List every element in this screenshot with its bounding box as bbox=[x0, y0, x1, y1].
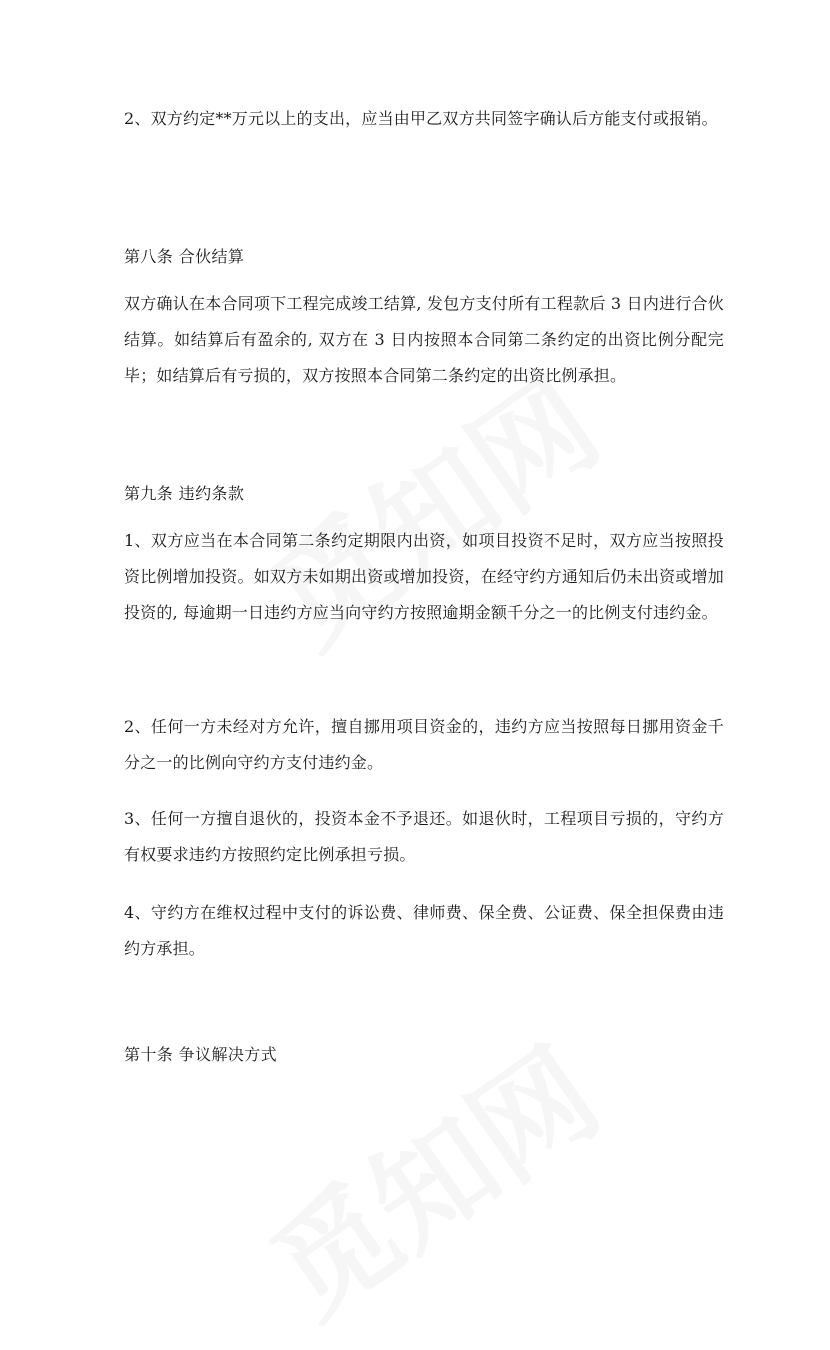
paragraph-settlement: 双方确认在本合同项下工程完成竣工结算, 发包方支付所有工程款后 3 日内进行合伙结算。如结算后有盈余的, 双方在 3 日内按照本合同第二条约定的出资比例分配完毕；如结算后有亏损的，双方按照本合同第二条约定的出资比例承担。 bbox=[124, 294, 724, 385]
watermark-2 bbox=[233, 1002, 627, 1349]
heading-article-8: 第八条 合伙结算 bbox=[124, 247, 245, 266]
heading-article-9: 第九条 违约条款 bbox=[124, 484, 245, 503]
paragraph-expense-approval: 2、双方约定**万元以上的支出，应当由甲乙双方共同签字确认后方能支付或报销。 bbox=[124, 109, 718, 128]
heading-article-10: 第十条 争议解决方式 bbox=[124, 1045, 278, 1064]
paragraph-breach-3: 3、任何一方擅自退伙的，投资本金不予退还。如退伙时，工程项目亏损的，守约方有权要求违约方按照约定比例承担亏损。 bbox=[124, 809, 724, 864]
paragraph-breach-4: 4、守约方在维权过程中支付的诉讼费、律师费、保全费、公证费、保全担保费由违约方承担。 bbox=[124, 903, 724, 958]
paragraph-breach-2: 2、任何一方未经对方允许，擅自挪用项目资金的，违约方应当按照每日挪用资金千分之一的比例向守约方支付违约金。 bbox=[124, 717, 724, 772]
paragraph-breach-1: 1、双方应当在本合同第二条约定期限内出资，如项目投资不足时，双方应当按照投资比例增加投资。如双方未如期出资或增加投资，在经守约方通知后仍未出资或增加投资的, 每逾期一日违约方应当向守约方按照逾期金额千分之一的比例支付违约金。 bbox=[124, 531, 724, 622]
